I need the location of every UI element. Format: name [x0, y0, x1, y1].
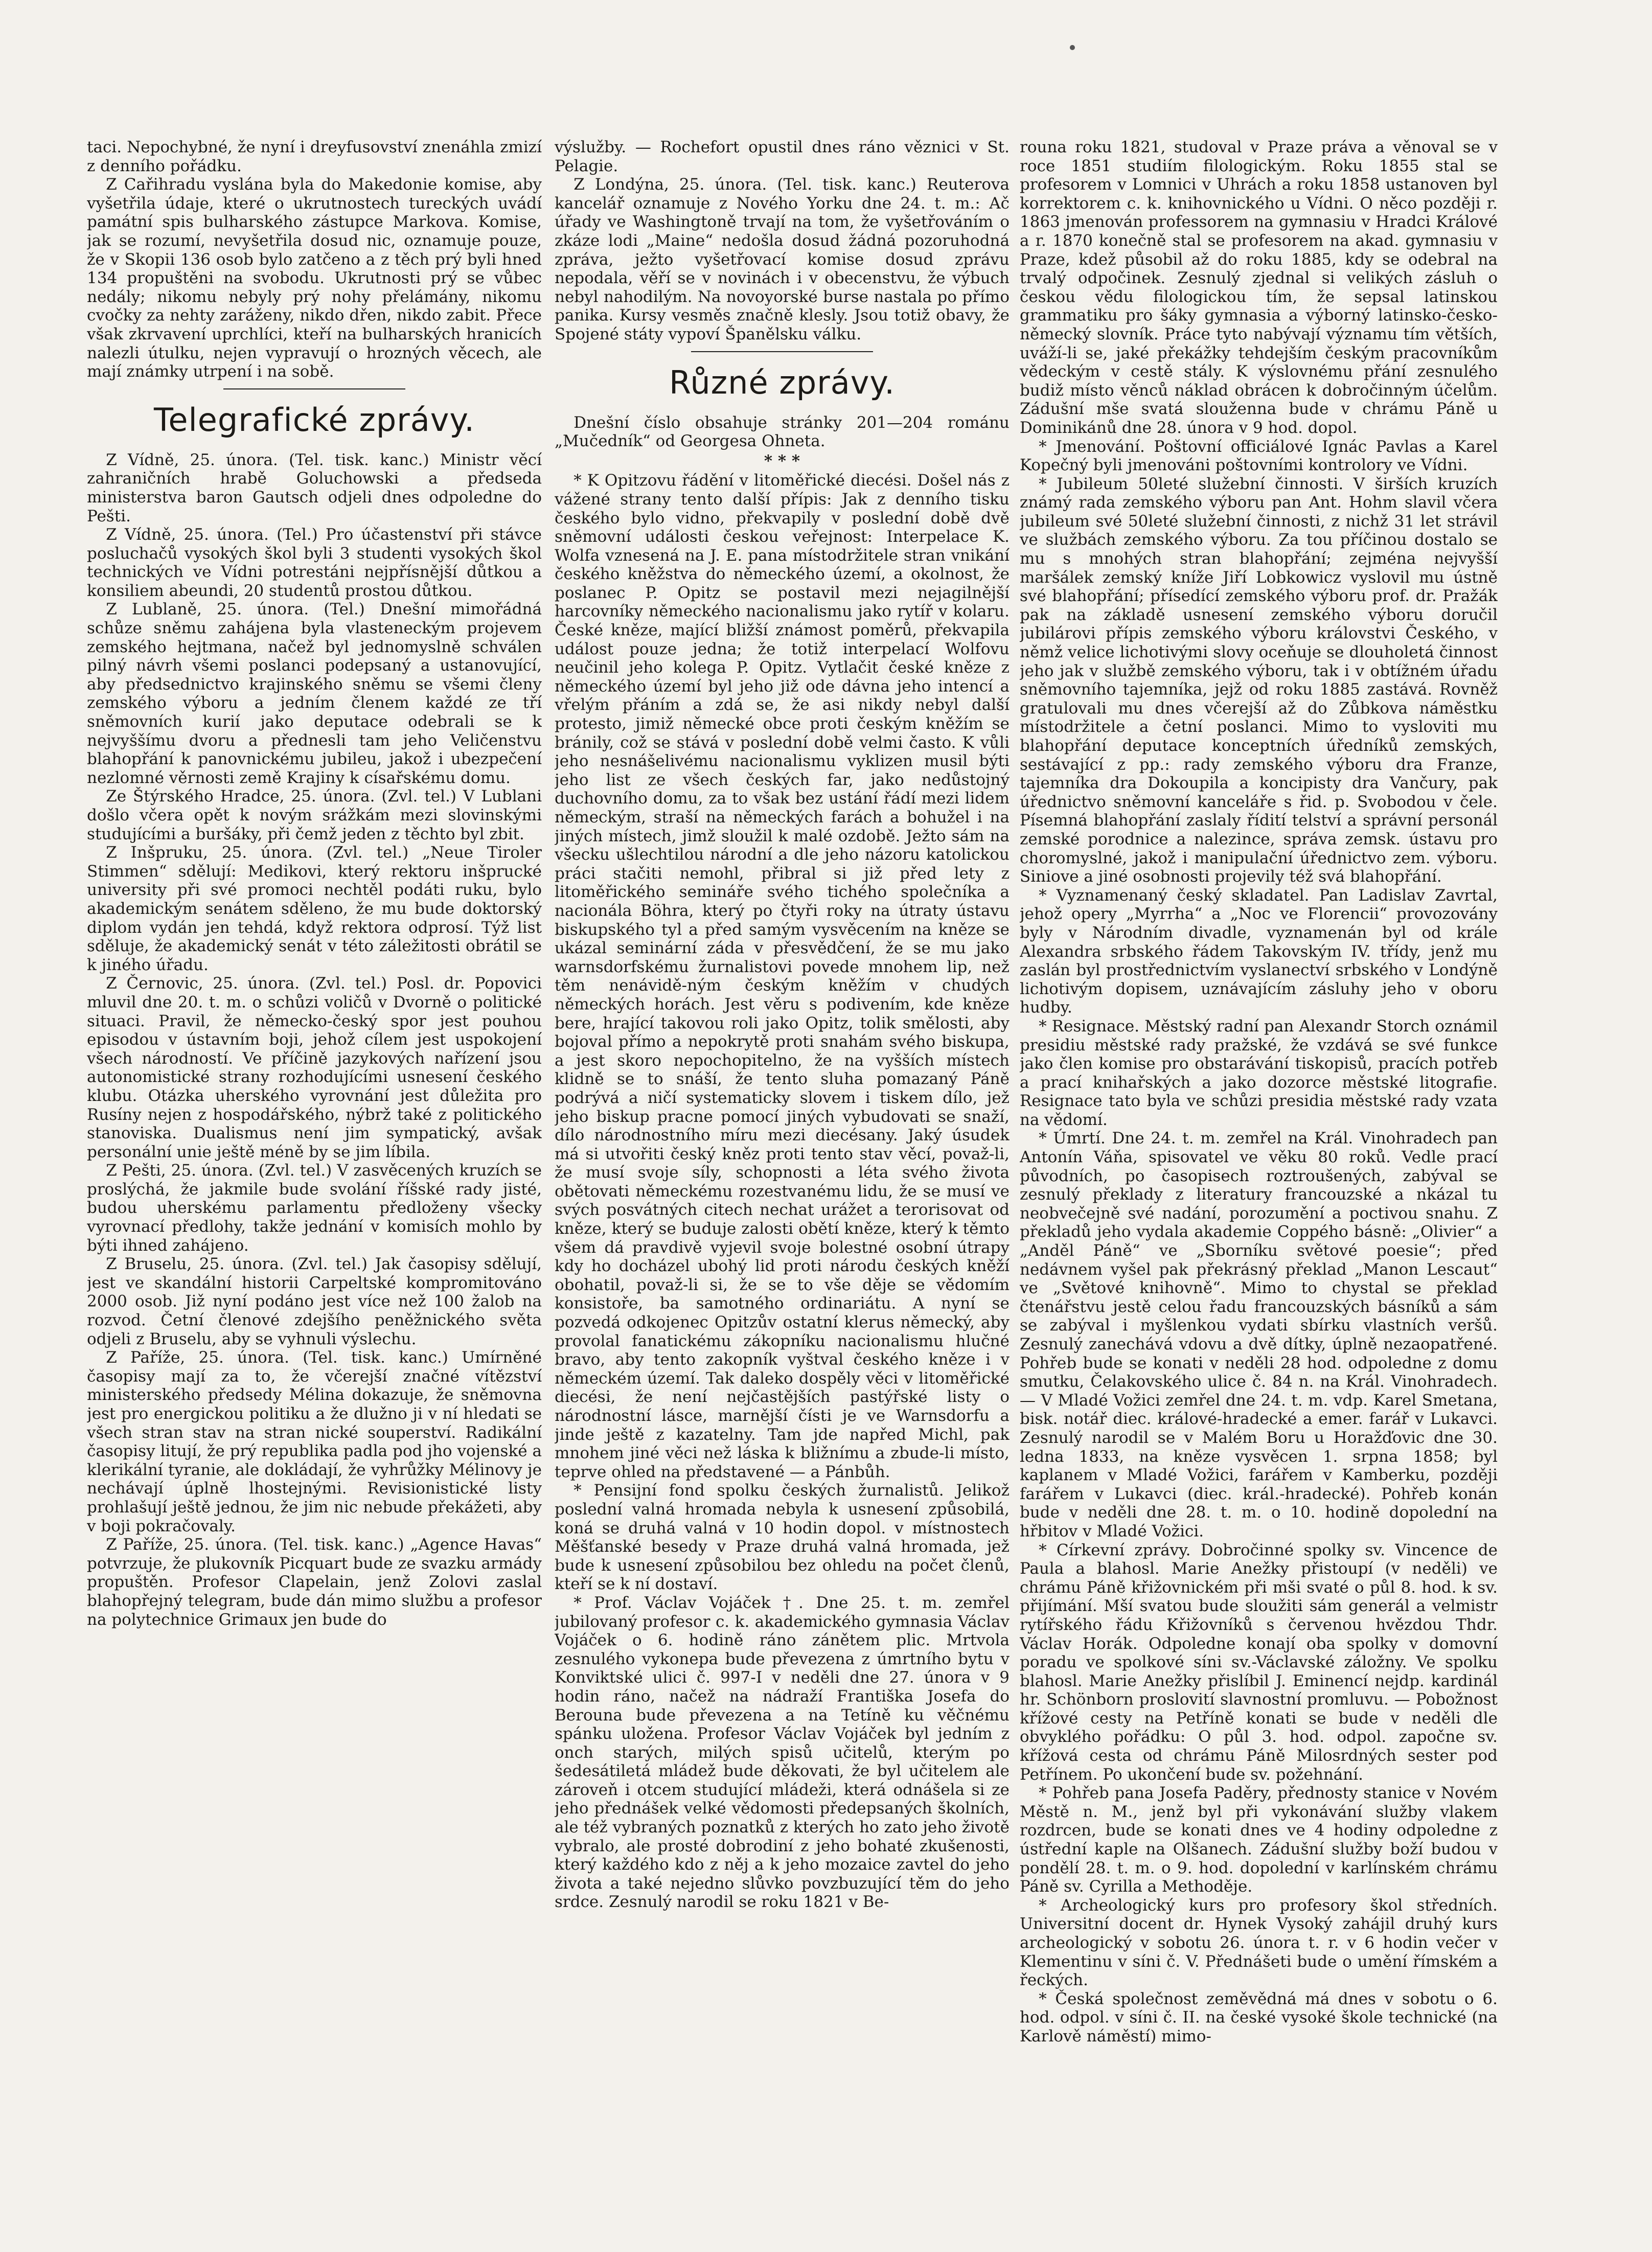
news-item-church: * Církevní zprávy. Dobročinné spolky sv. Vincence de Paula a blahosl. Marie Anežky přistoupí (v neděli) ve chrámu Páně křižovnickém při mši svaté o půl 8. hod. k sv. přijímání. Mší svatou bude sloužiti sám generál a velmistr rytířského řádu Křižovníků s červenou hvězdou Thdr. Václav Horák. Odpoledne konají oba spolky v domovní poradu ve spolkové síni sv.-Václavské záložny. Ve spolku blahosl. Marie Anežky přislíbil J. Eminencí nejdp. kardinál hr. Schönborn proslovití slavnostní promluvu. — Pobožnost křížové cesty na Petříně konati se bude v neděli dle obvyklého pořádku: O půl 3. hod. odpol. započne sv. křížová cesta od chrámu Páně Milosrdných sester pod Petřínem. Po ukončení bude sv. požehnání. — [1020, 1541, 1498, 1784]
telegram-innsbruck: Z Inšpruku, 25. února. (Zvl. tel.) „Neue Tiroler Stimmen“ sdělují: Medikovi, který rektoru inšprucké university při své promoci nechtěl podáti ruku, bylo akademickým senátem sděleno, že mu bude doktorský diplom vydán jen tehdá, když rektora odprosí. Týž list sděluje, že akademický senát v této záležitosti obrátil se k jiného úřadu. — [87, 843, 542, 974]
article-continuation: taci. Nepochybné, že nyní i dreyfusovství znenáhla zmizí z denního pořádku. — [87, 138, 542, 175]
news-item-pension-fund: * Pensijní fond spolku českých žurnalistů. Jelikož poslední valná hromada nebyla k usnesení způsobilá, koná se druhá valná v 10 hodin dopol. v místnostech Měšťanské besedy v Praze druhá valná hromada, jež bude k usnesení způsobilou bez ohledu na počet členů, kteří se k ní dostaví. — [555, 1481, 1009, 1594]
separator-rule — [691, 351, 873, 352]
asterism: * * * — [764, 451, 800, 470]
article-continuation: výslužby. — Rochefort opustil dnes ráno věznici v St. Pelagie. — [555, 138, 1009, 175]
telegram-paris-1: Z Paříže, 25. února. (Tel. tisk. kanc.) Umírněné časopisy mají za to, že včerejší značné vítězství ministerského předsedy Mélina dokazuje, že sněmovna jest pro energickou politiku a že dlužno ji v ní hledati se všech stran stav na stran nické souperství. Radikální časopisy litují, že prý republika padla pod jho vojenské a klerikální tyranie, ale dokládají, že vyhrůžky Mélinovy je nechávají úplně lhostejnými. Revisionistické listy prohlašují ještě jednou, že jim nic nebude překážeti, aby v boji pokračovaly. — [87, 1348, 542, 1535]
news-item-geography-society: * Česká společnost zeměvědná má dnes v sobotu o 6. hod. odpol. v síni č. II. na české vysoké škole technické (na Karlově náměstí) mimo- — [1020, 1989, 1498, 2046]
news-item-composer: * Vyznamenaný český skladatel. Pan Ladislav Zavrtal, jehož opery „Myrrha“ a „Noc ve Florencii“ provozovány byly v Národním divadle, vyznamenán byl od krále Alexandra srbského řádem Takovským IV. třídy, jenž mu zaslán byl prostřednictvím vyslanectví srbského v Londýně lichotivým dopisem, uznávajícím zásluhy jeho v oboru hudby. — [1020, 886, 1498, 1017]
news-item-opitz: * K Opitzovu řádění v litoměřické diecési. Došel nás z vážené strany tento další přípis: Jak z denního tisku českého bylo vidno, překvapily v poslední době dvě sněmovní události českou veřejnost: Interpelace K. Wolfa vznesená na J. E. pana místodržitele stran vnikání českého kněžstva do německého území, a okolnost, že poslanec P. Opitz se postavil mezi nejagilnější harcovníky německého nacionalismu jako rytíř v kolaru. České kněze, mající bližší známost poměrů, překvapila událost pouze jedna; že totiž interpelací Wolfovu neučinil jeho kolega P. Opitz. Vytlačit české kněze z německého území byl jeho již ode dávna jeho intencí a vřelým přáním a zdá se, že asi nikdy nebyl další protesto, jimiž německé obce proti českým kněžím se bránily, což se stává v poslední době velmi často. K vůli jeho nesnášelivému nacionalismu vyklizen musil býti jeho list ze všech českých far, jako nedůstojný duchovního domu, za to však bez ustání řádí mezi lidem německým, straší na německých farách a bohužel i na jiných místech, jimž sloužil k malé ozdobě. Ježto sám na všecku ušlechtilou národní a dle jeho názoru katolickou práci stačiti nemohl, přibral si již před lety z litoměřického semináře svého tichého společníka a nacionála Böhra, který po čtyři roky na útraty ústavu biskupského tyl a před samým vysvěcením na kněze se ukázal seminární záda v přesvědčení, že se mu jako warnsdorfskému žurnalistovi povede mnohem lip, než těm nenávidě-ným českým kněžím v chudých německých horách. Jest věru s podivením, kde kněze bere, hrající takovou roli jako Opitz, tolik smělosti, aby bojoval přímo a nepokrytě proti snahám svého biskupa, a jest skoro nepochopitelno, že na vyšších místech klidně se to snáší, že tento sluha pomazaný Páně podrývá a ničí systematicky slovem i tiskem dílo, jež jeho biskup pracne pomocí jiných vybudovati se snaží, dílo národnostního míru mezi diecésany. Jaký úsudek má si utvořiti český kněz proti tento stav věcí, považ-li, že musí svoje síly, schopnosti a léta svého života obětovati německému rozestvanému lidu, že se musí ve svých posvátných citech nechat urážet a terorisovat od kněze, který se buduje zalosti obětí kněze, který k těmto všem dá pravdivě vyjevil svoje bolestné osobní útrapy kdy ho docházel ubohý lid proti národu českých kněží obohatil, považ-li si, že se to vše děje se vědomím konsistoře, ba samotného ordinariátu. A nyní se pozvedá odkojenec Opitzův ostatní klerus německý, aby provolal fanatickému zákopníku nacionalismu hlučné bravo, aby tento zakopník vyštval českého kněze i v německém území. Tak daleko dospěly věci v litoměřické diecési, že není nejčastějších pastýřské listy o národnostní lásce, marnější čísti je ve Warnsdorfu a jinde ještě z kazatelny. Tam jde napřed Michl, pak mnohem jiné věci než láska k bližnímu a zbude-li místo, teprve ohled na představené — a Pánbůh. — [555, 471, 1009, 1481]
news-item-jubilee: * Jubileum 50leté služební činnosti. V širších kruzích známý rada zemského výboru pan Ant. Hohm slavil včera jubileum své 50leté služební činnosti, z nichž 31 let strávil ve službách zemského výboru. Za tou příčinou dostalo se mu s mnohých stran blahopřání; zejména nejvyšší maršálek zemský kníže Jiří Lobkowicz vyslovil mu ústně své blahopřání; přísedící zemského výboru prof. dr. Pražák pak na základě usnesení zemského výboru doručil jubilárovi přípis zemského výboru královstvi Českého, v němž velice lichotivými slovy oceňuje se dlouholetá činnost jeho jak v službě zemského výboru, tak i v obtížném úřadu sněmovního tajemníka, jejž od roku 1885 zastává. Rovněž gratulovali mu dnes včerejší až do Zůbkova náměstku místodržitele a četní poslanci. Mimo to vysloviti mu blahopřání deputace konceptních úředníků zemských, sestávající z pp.: rady zemského výboru dra Franze, tajemníka dra Dokoupila a koncipisty dra Vančury, pak úřednictvo sněmovní kanceláře s řid. p. Svobodou v čele. Písemná blahopřání zaslaly řídití telství a správní personál zemské porodnice a nalezince, správa zemsk. ústavu pro choromyslné, jakož i manipulační úřednictvo zem. výboru. Siniove a jiné osobnosti projevily též svá blahopřání. — [1020, 474, 1498, 886]
news-item-makedonie: Z Cařihradu vyslána byla do Makedonie komise, aby vyšetřila údaje, které o ukrutnostech tureckých uvádí památní spis bulharského zástupce Markova. Komise, jak se rozumí, nevyšetřila dosud nic, oznamuje pouze, že v Skopii 136 osob bylo zatčeno a z těch prý byli hned 134 propuštěni na svobodu. Ukrutnosti prý se vůbec nedály; nikomu nebyly prý nohy přelámány, nikomu cvočky za nehty zaráženy, nikdo dřen, nikdo zabit. Přece však zkrvavení uprchlíci, kteří na bulharských hranicích nalezli útulku, nejen vypravují o hrozných věcech, ale mají známky utrpení i na sobě. — [87, 175, 542, 381]
telegram-chernivtsi: Z Černovic, 25. února. (Zvl. tel.) Posl. dr. Popovici mluvil dne 20. t. m. o schůzi voličů v Dvorně o politické situaci. Pravil, že německo-český spor jest pouhou episodou v ústavním boji, jehož cílem jest uspokojení všech národností. Ve příčině jazykových nařízení jsou autonomistické strany rozhodujícími usnesení českého klubu. Otázka uherského vyrovnání jest důležita pro Rusíny nejen z hospodářského, nýbrž také z politického stanoviska. Dualismus není jim sympatický, avšak personální unie ještě méně by se jim líbila. — [87, 974, 542, 1161]
column-middle — [555, 138, 1009, 2208]
telegram-brussels: Z Bruselu, 25. února. (Zvl. tel.) Jak časopisy sdělují, jest ve skandální historii Carpeltské kompromitováno 2000 osob. Již nyní podáno jest více než 100 žalob na rozvod. Četní členové zdejšího peněžnického světa odjeli z Bruselu, aby se vyhnuli výslechu. — [87, 1255, 542, 1348]
notice-novel: Dnešní číslo obsahuje stránky 201—204 románu „Mučedník“ od Georgesa Ohneta. — [555, 413, 1009, 451]
column-left — [87, 138, 542, 2208]
news-item-archaeology: * Archeologický kurs pro profesory škol středních. Universitní docent dr. Hynek Vysoký zahájil druhý kurs archeologický v sobotu 26. února t. r. v 6 hodin večer v Klementinu v síni č. V. Přednášeti bude o umění římském a řeckých. — [1020, 1896, 1498, 1990]
news-item-appointment: * Jmenování. Poštovní officiálové Ignác Pavlas a Karel Kopečný byli jmenováni poštovními kontrolory ve Vídni. — [1020, 437, 1498, 475]
telegram-ljubljana: Z Lublaně, 25. února. (Tel.) Dnešní mimořádná schůze sněmu zahájena byla vlasteneckým projevem zemského hejtmana, načež byl jednomyslně schválen pilný návrh všemi poslanci podepsaný a ustanovující, aby předsednictvo krajinského sněmu se všemi členy zemského výboru a jedním členem každé ze tří sněmovních kurií jako deputace odebrali se k nejvyššímu dvoru a přednesli tam jeho Veličenstvu blahopřání k panovnickému jubileu, jakož i ubezpečení nezlomné věrnosti země Krajiny k císařskému domu. — [87, 600, 542, 787]
ink-speck — [1070, 45, 1075, 50]
telegram-graz: Ze Štýrského Hradce, 25. února. (Zvl. tel.) V Lublani došlo včera opět k novým srážkám mezi slovinskými studujícími a buršáky, při čemž jeden z těchto byl zbit. — [87, 787, 542, 843]
separator-rule — [223, 388, 405, 389]
section-heading-telegraficke: Telegrafické zprávy. — [153, 401, 475, 439]
news-item-funeral: * Pohřeb pana Josefa Paděry, přednosty stanice v Novém Městě n. M., jenž byl při vykonávání služby vlakem rozdrcen, bude se konati dnes ve 4 hodiny odpoledne z ústřední kaple na Olšanech. Zádušní služby boží budou v pondělí 28. t. m. o 9. hod. dopolední v karlínském chrámu Páně sv. Cyrilla a Methoděje. — [1020, 1784, 1498, 1896]
article-continuation: rouna roku 1821, studoval v Praze práva a věnoval se v roce 1851 studiím filologickým. Roku 1855 stal se profesorem v Lomnici v Uhrách a roku 1858 ustanoven byl korrektorem c. k. knihovnického u Vídni. O něco později r. 1863 jmenován professorem na gymnasiu v Hradci Králové a r. 1870 konečně stal se profesorem na akad. gymnasiu v Praze, kdež působil až do roku 1885, kdy se odebral na trvalý odpočinek. Zesnulý zjednal si velikých zásluh o českou vědu filologickou tím, že sepsal latinskou grammatiku pro šáky gymnasia a výborný latinsko-česko-německý slovník. Práce tyto nabývají významu tím větších, uváží-li se, jaké překážky tehdejším českým pracovníkům vědeckým v cestě stály. K výslovnému přání zesnulého budiž místo věnců náklad obrácen k dobročinným účelům. Zádušní mše svatá slouženna bude v chrámu Páně u Dominikánů dne 28. února v 9 hod. dopol. — [1020, 138, 1498, 437]
telegram-london: Z Londýna, 25. února. (Tel. tisk. kanc.) Reuterova kancelář oznamuje z Nového Yorku dne 24. t. m.: Ač úřady ve Washingtoně trvají na tom, že vyšetřováním o zkáze lodi „Maine“ nedošla dosud žádná pozoruhodná zpráva, ježto vyšetřovací komise dosud zprávu nepodala, věří se v novinách i v obecenstvu, že výbuch nebyl nahodilým. Na novoyorské burse nastala po přímo panika. Kursy vesměs značně klesly. Jsou totiž obavy, že Spojené státy vypoví Španělsku válku. — [555, 175, 1009, 343]
news-item-resignation: * Resignace. Městský radní pan Alexandr Storch oznámil presidiu městské rady pražské, že vzdává se své funkce jako člen komise pro obstarávání tiskopisů, pracích potřeb a prací knihařských a jako dozorce městské litografie. Resignace tato byla ve schůzi presidia městské rady vzata na vědomí. — [1020, 1017, 1498, 1129]
telegram-vienna-2: Z Vídně, 25. února. (Tel.) Pro účastenství při stávce posluchačů vysokých škol byli 3 studenti vysokých škol technických ve Vídni potrestáni nejpřísnější důtkou a konsiliem abeundi, 20 studentů prostou důtkou. — [87, 525, 542, 600]
section-heading-ruzne: Různé zprávy. — [669, 363, 895, 401]
column-right — [1020, 138, 1498, 2208]
telegram-budapest: Z Pešti, 25. února. (Zvl. tel.) V zasvěcených kruzích se proslýchá, že jakmile bude svolání říšské rady jisté, budou uherskému parlamentu předloženy všecky vyrovnací předlohy, takže jednání v komisích mohlo by býti ihned zahájeno. — [87, 1161, 542, 1255]
news-item-vojacek: * Prof. Václav Vojáček †. Dne 25. t. m. zemřel jubilovaný profesor c. k. akademického gymnasia Václav Vojáček o 6. hodině ráno zánětem plic. Mrtvola zesnulého vykonepa bude převezena z úmrtního bytu v Konviktské ulici č. 997-I v neděli dne 27. února v 9 hodin ráno, načež na nádraží Františka Josefa do Berouna bude převezena a na Tetíně ku věčnému spánku uložena. Profesor Václav Vojáček byl jedním z onch starých, milých spisů učitelů, kterým po šedesátiletá mládež bude děkovati, že byl učitelem ale zároveň i otcem studující mládeži, která odnášela si ze jeho přednášek velké vědomosti předepsaných školních, ale též vybraných poznatků z kterých ho zato jeho životě vybralo, ale prosté dobrodiní z jeho bohaté zkušenosti, který každého kdo z něj a k jeho mozaice zavtel do jeho života a také nejedno slůvko povzbuzující těm do jeho srdce. Zesnulý narodil se roku 1821 v Be- — [555, 1593, 1009, 1912]
telegram-paris-2: Z Paříže, 25. února. (Tel. tisk. kanc.) „Agence Havas“ potvrzuje, že plukovník Picquart bude ze svazku armády propuštěn. Profesor Clapelain, jenž Zolovi zaslal blahopřejný telegram, bude dán mimo službu a profesor na polytechnice Grimaux jen bude do — [87, 1535, 542, 1629]
telegram-vienna-1: Z Vídně, 25. února. (Tel. tisk. kanc.) Ministr věcí zahraničních hrabě Goluchowski a předseda ministerstva baron Gautsch odjeli dnes odpoledne do Pešti. — [87, 450, 542, 525]
news-item-deaths: * Úmrtí. Dne 24. t. m. zemřel na Král. Vinohradech pan Antonín Váňa, spisovatel ve věku 80 roků. Vedle prací původních, po časopisech roztroušených, zabýval se zesnulý překlady z literatury francouzské a nkázal tu neobvečejně své nadání, porozumění a poctivou snahu. Z překladů jeho vydala akademie Coppého básně: „Olivier“ a „Anděl Páně“ ve „Sborníku světové poesie“; před nedávnem vyšel pak překrásný překlad „Manon Lescaut“ ve „Světové knihovně“. Mimo to chystal se překlad čtenářstvu jestě celou řadu francouzských básníků a sám se zabýval i myšlenkou vydati sbírku vlastních veršů. Zesnulý zanechává vdovu a dvě dítky, úplně nezaopatřené. Pohřeb bude se konati v neděli 28 hod. odpoledne z domu smutku, Čelakovského ulice č. 84 n. na Král. Vinohradech. — V Mladé Vožici zemřel dne 24. t. m. vdp. Karel Smetana, bisk. notář diec. králové-hradecké a emer. farář v Lukavci. Zesnulý narodil se v Malém Boru u Horažďovic dne 30. ledna 1833, na kněze vysvěcen 1. srpna 1858; byl kaplanem v Mladé Vožici, farářem v Kamberku, později farářem v Lukavci (diec. král.-hradecké). Pohřeb konán bude v neděli dne 28. t. m. o 10. hodině dopolední na hřbitov v Mladé Vožici. — [1020, 1129, 1498, 1541]
